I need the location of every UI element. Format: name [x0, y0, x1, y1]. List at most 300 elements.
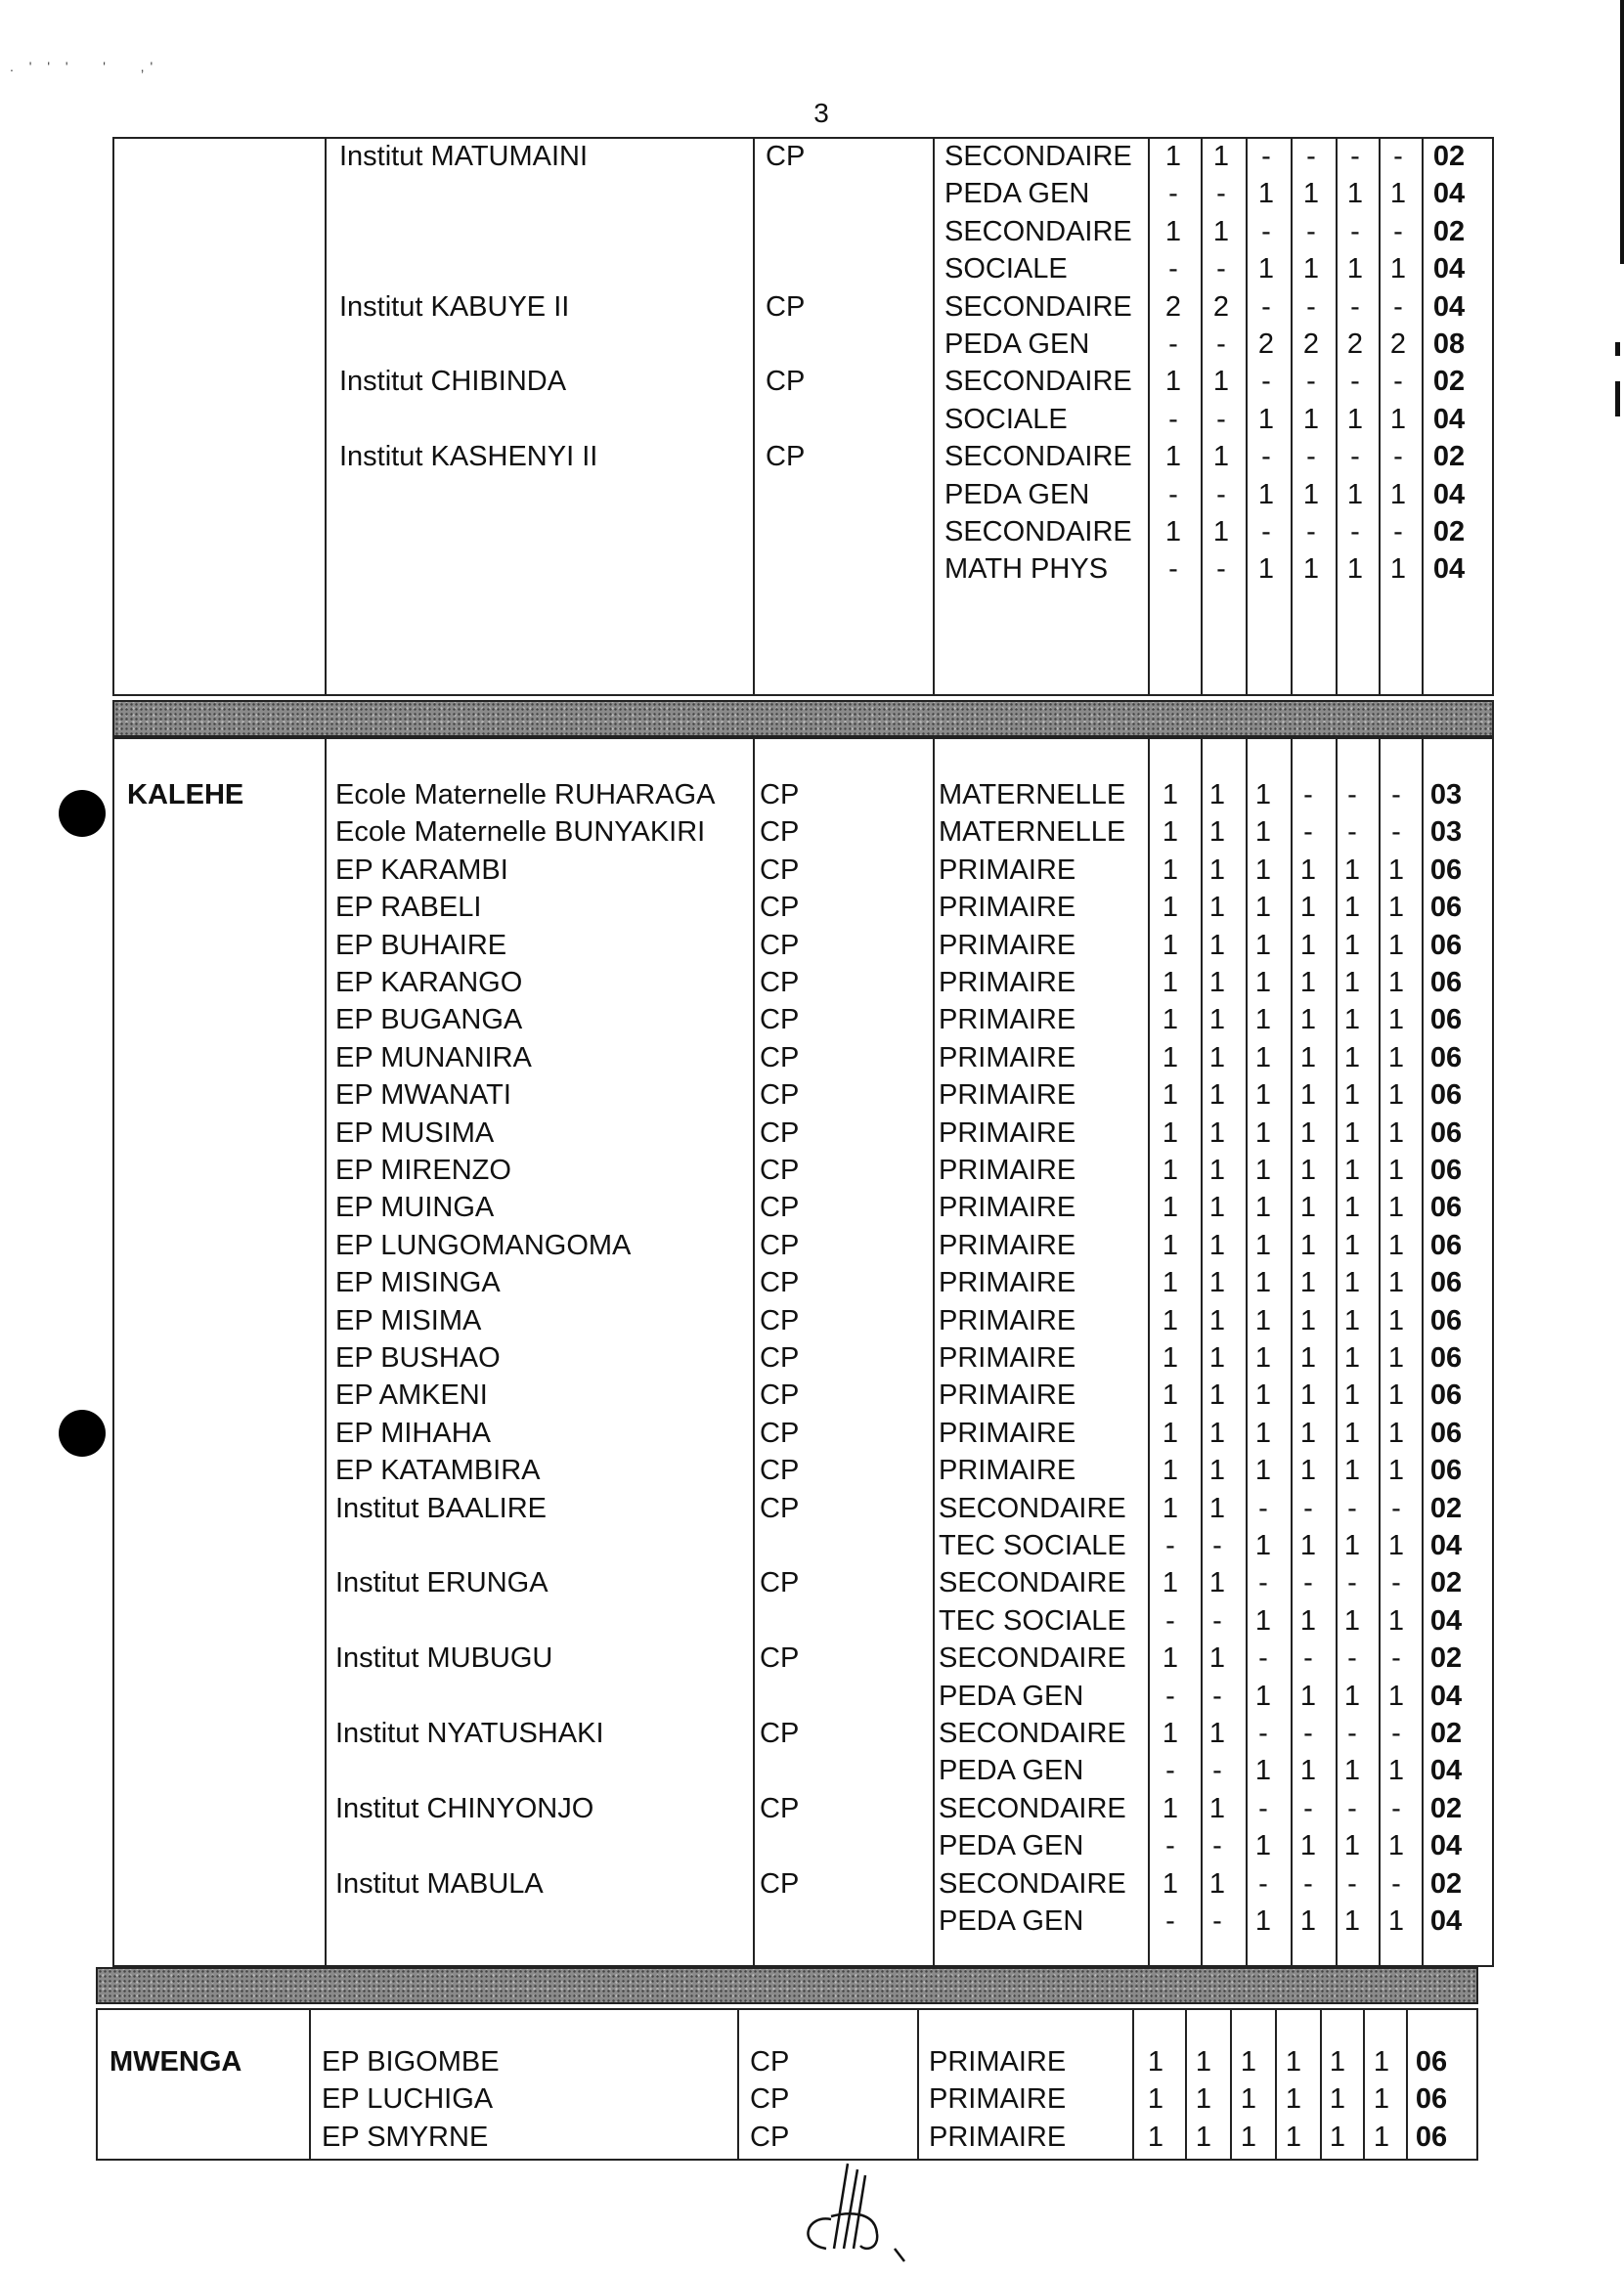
class-count: 1 — [1299, 1455, 1317, 1487]
class-count: 1 — [1208, 1079, 1226, 1112]
class-count: 1 — [1254, 892, 1272, 924]
school-type: CP — [760, 1004, 800, 1036]
class-count: - — [1306, 141, 1316, 172]
class-count: 1 — [1346, 478, 1364, 510]
class-count: 1 — [1162, 1041, 1179, 1073]
class-count: 1 — [1387, 1079, 1405, 1112]
class-count: - — [1350, 441, 1360, 473]
class-count: - — [1306, 441, 1316, 473]
row-total: 02 — [1432, 441, 1466, 473]
row-total: 06 — [1429, 1229, 1463, 1261]
class-count: - — [1261, 290, 1271, 323]
level-name: MATH PHYS — [944, 553, 1109, 586]
school-name: Institut MABULA — [335, 1867, 544, 1900]
level-name: PRIMAIRE — [939, 1304, 1076, 1336]
level-name: SECONDAIRE — [944, 215, 1132, 247]
row-total: 04 — [1432, 403, 1466, 435]
class-count: 1 — [1343, 1905, 1361, 1937]
class-count: 1 — [1387, 1455, 1405, 1487]
class-count: 1 — [1162, 929, 1179, 961]
school-name: EP MIRENZO — [335, 1155, 511, 1186]
class-count: 1 — [1302, 253, 1320, 285]
column-divider — [1422, 139, 1424, 694]
class-count: - — [1303, 816, 1313, 849]
class-count: 1 — [1302, 478, 1320, 510]
class-count: 1 — [1299, 1379, 1317, 1412]
class-count: - — [1258, 1567, 1268, 1599]
class-count: 1 — [1208, 892, 1226, 924]
class-count: - — [1165, 1530, 1175, 1561]
row-total: 04 — [1429, 1905, 1463, 1937]
class-count: 1 — [1343, 1304, 1361, 1336]
class-count: 1 — [1164, 215, 1182, 247]
class-count: 1 — [1212, 441, 1230, 473]
school-name: EP MUSIMA — [335, 1116, 495, 1149]
class-count: 1 — [1208, 1379, 1226, 1412]
column-divider — [1148, 739, 1150, 1965]
class-count: 1 — [1299, 1116, 1317, 1149]
class-count: 1 — [1162, 1642, 1179, 1675]
row-total: 04 — [1432, 478, 1466, 510]
level-name: PEDA GEN — [944, 328, 1090, 360]
class-count: 1 — [1343, 892, 1361, 924]
class-count: - — [1347, 1642, 1357, 1675]
class-count: - — [1303, 1492, 1313, 1524]
class-count: 1 — [1346, 253, 1364, 285]
class-count: - — [1303, 1867, 1313, 1900]
class-count: 1 — [1387, 1379, 1405, 1412]
class-count: 1 — [1162, 1718, 1179, 1749]
class-count: 1 — [1387, 1155, 1405, 1186]
class-count: 1 — [1387, 1004, 1405, 1036]
class-count: 1 — [1257, 478, 1275, 510]
class-count: 1 — [1299, 1905, 1317, 1937]
row-total: 08 — [1432, 328, 1466, 360]
row-total: 02 — [1429, 1718, 1463, 1749]
class-count: 1 — [1195, 2046, 1212, 2078]
class-count: 1 — [1346, 403, 1364, 435]
school-name: EP MUNANIRA — [335, 1041, 532, 1073]
class-count: 1 — [1299, 1830, 1317, 1862]
class-count: - — [1212, 1830, 1222, 1862]
class-count: 1 — [1208, 1192, 1226, 1224]
class-count: 1 — [1299, 1192, 1317, 1224]
class-count: 1 — [1254, 854, 1272, 886]
row-total: 04 — [1429, 1604, 1463, 1637]
class-count: 1 — [1257, 178, 1275, 210]
class-count: - — [1216, 328, 1226, 360]
class-count: 1 — [1343, 854, 1361, 886]
section-separator — [112, 700, 1494, 737]
class-count: - — [1216, 178, 1226, 210]
class-count: - — [1258, 1867, 1268, 1900]
class-count: 1 — [1208, 779, 1226, 810]
school-name: EP BUHAIRE — [335, 929, 507, 961]
column-divider — [753, 139, 755, 694]
class-count: 1 — [1162, 967, 1179, 998]
class-count: - — [1347, 1492, 1357, 1524]
class-count: 1 — [1162, 1867, 1179, 1900]
class-count: 1 — [1285, 2046, 1302, 2078]
level-name: PRIMAIRE — [939, 1155, 1076, 1186]
class-count: 1 — [1147, 2083, 1164, 2116]
school-type: CP — [760, 1492, 800, 1524]
class-count: - — [1261, 516, 1271, 547]
class-count: - — [1393, 215, 1403, 247]
class-count: 1 — [1147, 2121, 1164, 2153]
class-count: 1 — [1343, 1379, 1361, 1412]
row-total: 06 — [1429, 1041, 1463, 1073]
class-count: 1 — [1329, 2083, 1346, 2116]
class-count: 1 — [1389, 403, 1407, 435]
district-name: KALEHE — [127, 779, 244, 810]
row-total: 06 — [1415, 2083, 1448, 2116]
school-name: EP BIGOMBE — [322, 2046, 500, 2078]
column-divider — [1201, 139, 1203, 694]
class-count: 1 — [1302, 553, 1320, 586]
row-total: 04 — [1432, 553, 1466, 586]
class-count: 1 — [1212, 141, 1230, 172]
row-total: 02 — [1432, 141, 1466, 172]
row-total: 02 — [1432, 366, 1466, 398]
class-count: 1 — [1254, 929, 1272, 961]
level-name: PRIMAIRE — [929, 2121, 1067, 2153]
class-count: 1 — [1240, 2083, 1257, 2116]
class-count: 1 — [1208, 1155, 1226, 1186]
row-total: 03 — [1429, 816, 1463, 849]
school-name: EP SMYRNE — [322, 2121, 489, 2153]
class-count: 1 — [1254, 1417, 1272, 1449]
level-name: SECONDAIRE — [939, 1792, 1126, 1824]
class-count: 1 — [1343, 1417, 1361, 1449]
punch-hole — [59, 790, 106, 837]
class-count: - — [1391, 1567, 1401, 1599]
school-type: CP — [760, 1867, 800, 1900]
scan-edge-mark — [1620, 0, 1624, 264]
class-count: - — [1212, 1680, 1222, 1712]
class-count: 1 — [1147, 2046, 1164, 2078]
class-count: - — [1350, 516, 1360, 547]
class-count: 1 — [1164, 141, 1182, 172]
level-name: SECONDAIRE — [939, 1492, 1126, 1524]
class-count: - — [1303, 779, 1313, 810]
class-count: - — [1212, 1755, 1222, 1787]
class-count: 1 — [1373, 2121, 1390, 2153]
row-total: 06 — [1429, 1304, 1463, 1336]
school-type: CP — [760, 1642, 800, 1675]
class-count: 1 — [1240, 2121, 1257, 2153]
class-count: 1 — [1299, 967, 1317, 998]
school-type: CP — [760, 1379, 800, 1412]
column-divider — [1320, 2010, 1322, 2159]
row-total: 02 — [1432, 516, 1466, 547]
class-count: - — [1168, 328, 1178, 360]
school-name: EP MISINGA — [335, 1267, 501, 1299]
class-count: 1 — [1254, 1229, 1272, 1261]
level-name: TEC SOCIALE — [939, 1604, 1126, 1637]
class-count: 1 — [1257, 403, 1275, 435]
row-total: 04 — [1429, 1680, 1463, 1712]
class-count: 1 — [1254, 1905, 1272, 1937]
column-divider — [1291, 739, 1293, 1965]
class-count: 1 — [1387, 967, 1405, 998]
class-count: 1 — [1387, 1604, 1405, 1637]
class-count: 1 — [1208, 816, 1226, 849]
class-count: - — [1165, 1755, 1175, 1787]
class-count: 1 — [1164, 366, 1182, 398]
class-count: - — [1350, 141, 1360, 172]
column-divider — [1230, 2010, 1232, 2159]
school-type: CP — [760, 1455, 800, 1487]
class-count: 1 — [1254, 1379, 1272, 1412]
class-count: - — [1393, 141, 1403, 172]
class-count: 1 — [1254, 1830, 1272, 1862]
class-count: 1 — [1299, 1079, 1317, 1112]
scan-edge-mark — [1615, 381, 1620, 416]
class-count: - — [1258, 1642, 1268, 1675]
class-count: 1 — [1254, 1755, 1272, 1787]
class-count: 1 — [1343, 1155, 1361, 1186]
class-count: 1 — [1387, 1905, 1405, 1937]
class-count: 1 — [1302, 403, 1320, 435]
row-total: 06 — [1429, 1417, 1463, 1449]
class-count: 1 — [1389, 478, 1407, 510]
class-count: 1 — [1285, 2083, 1302, 2116]
row-total: 06 — [1415, 2121, 1448, 2153]
class-count: 1 — [1162, 1379, 1179, 1412]
class-count: - — [1165, 1604, 1175, 1637]
row-total: 04 — [1432, 290, 1466, 323]
class-count: 1 — [1389, 253, 1407, 285]
level-name: PRIMAIRE — [939, 1041, 1076, 1073]
class-count: - — [1391, 779, 1401, 810]
class-count: 1 — [1208, 854, 1226, 886]
class-count: 1 — [1389, 553, 1407, 586]
level-name: SOCIALE — [944, 253, 1068, 285]
section-separator — [96, 1967, 1478, 2004]
level-name: TEC SOCIALE — [939, 1530, 1126, 1561]
school-name: Institut MATUMAINI — [339, 141, 589, 172]
class-count: 1 — [1254, 1604, 1272, 1637]
class-count: 1 — [1299, 1229, 1317, 1261]
school-type: CP — [766, 141, 806, 172]
level-name: PRIMAIRE — [939, 929, 1076, 961]
class-count: 1 — [1387, 1680, 1405, 1712]
school-type: CP — [760, 816, 800, 849]
class-count: 1 — [1162, 1342, 1179, 1374]
level-name: PRIMAIRE — [939, 1455, 1076, 1487]
level-name: PRIMAIRE — [939, 1379, 1076, 1412]
class-count: 1 — [1387, 929, 1405, 961]
class-count: 1 — [1343, 1041, 1361, 1073]
class-count: 1 — [1373, 2046, 1390, 2078]
class-count: - — [1391, 1718, 1401, 1749]
column-divider — [325, 739, 327, 1965]
class-count: 2 — [1389, 328, 1407, 360]
class-count: 1 — [1329, 2121, 1346, 2153]
class-count: - — [1212, 1530, 1222, 1561]
column-divider — [1379, 739, 1381, 1965]
class-count: - — [1391, 1867, 1401, 1900]
school-type: CP — [760, 1718, 800, 1749]
class-count: - — [1261, 441, 1271, 473]
class-count: - — [1168, 178, 1178, 210]
class-count: - — [1347, 816, 1357, 849]
school-name: Institut BAALIRE — [335, 1492, 547, 1524]
class-count: 1 — [1343, 1192, 1361, 1224]
class-count: 1 — [1343, 1830, 1361, 1862]
class-count: - — [1165, 1830, 1175, 1862]
school-type: CP — [760, 1304, 800, 1336]
class-count: 1 — [1162, 816, 1179, 849]
class-count: 1 — [1254, 1680, 1272, 1712]
scan-edge-mark — [1615, 342, 1620, 356]
column-divider — [917, 2010, 919, 2159]
school-name: EP MUINGA — [335, 1192, 495, 1224]
level-name: SECONDAIRE — [944, 290, 1132, 323]
class-count: - — [1216, 553, 1226, 586]
class-count: 1 — [1343, 1755, 1361, 1787]
row-total: 06 — [1429, 854, 1463, 886]
class-count: - — [1350, 366, 1360, 398]
class-count: 1 — [1257, 553, 1275, 586]
class-count: - — [1393, 441, 1403, 473]
class-count: - — [1347, 1718, 1357, 1749]
level-name: PRIMAIRE — [929, 2046, 1067, 2078]
class-count: - — [1165, 1905, 1175, 1937]
column-divider — [753, 739, 755, 1965]
column-divider — [1291, 139, 1293, 694]
class-count: 1 — [1329, 2046, 1346, 2078]
class-count: 1 — [1240, 2046, 1257, 2078]
class-count: 1 — [1212, 366, 1230, 398]
class-count: - — [1303, 1642, 1313, 1675]
level-name: PRIMAIRE — [939, 1192, 1076, 1224]
class-count: 1 — [1254, 967, 1272, 998]
class-count: 1 — [1299, 1680, 1317, 1712]
school-type: CP — [750, 2046, 790, 2078]
class-count: 1 — [1387, 854, 1405, 886]
class-count: 1 — [1387, 892, 1405, 924]
class-count: 1 — [1299, 929, 1317, 961]
class-count: 1 — [1257, 253, 1275, 285]
class-count: 1 — [1387, 1229, 1405, 1261]
class-count: - — [1261, 215, 1271, 247]
class-count: - — [1391, 816, 1401, 849]
level-name: MATERNELLE — [939, 779, 1126, 810]
class-count: - — [1391, 1492, 1401, 1524]
level-name: PEDA GEN — [944, 178, 1090, 210]
school-type: CP — [760, 1079, 800, 1112]
row-total: 04 — [1429, 1755, 1463, 1787]
row-total: 02 — [1432, 215, 1466, 247]
class-count: 1 — [1299, 1342, 1317, 1374]
row-total: 04 — [1432, 178, 1466, 210]
class-count: 1 — [1208, 1304, 1226, 1336]
class-count: 1 — [1299, 892, 1317, 924]
class-count: 1 — [1162, 1492, 1179, 1524]
row-total: 06 — [1429, 1079, 1463, 1112]
column-divider — [1363, 2010, 1365, 2159]
column-divider — [737, 2010, 739, 2159]
class-count: 1 — [1162, 1567, 1179, 1599]
level-name: SECONDAIRE — [944, 141, 1132, 172]
class-count: 1 — [1162, 1792, 1179, 1824]
class-count: 1 — [1302, 178, 1320, 210]
class-count: 1 — [1343, 1004, 1361, 1036]
level-name: SECONDAIRE — [944, 441, 1132, 473]
level-name: PEDA GEN — [939, 1830, 1084, 1862]
school-name: Institut CHINYONJO — [335, 1792, 594, 1824]
row-total: 06 — [1415, 2046, 1448, 2078]
row-total: 04 — [1432, 253, 1466, 285]
row-total: 04 — [1429, 1830, 1463, 1862]
row-total: 06 — [1429, 1455, 1463, 1487]
column-divider — [309, 2010, 311, 2159]
class-count: 1 — [1162, 1455, 1179, 1487]
class-count: 1 — [1343, 929, 1361, 961]
school-name: EP LUNGOMANGOMA — [335, 1229, 632, 1261]
school-type: CP — [760, 1155, 800, 1186]
class-count: 2 — [1257, 328, 1275, 360]
class-count: 1 — [1299, 1267, 1317, 1299]
class-count: 1 — [1208, 1229, 1226, 1261]
class-count: 1 — [1254, 1267, 1272, 1299]
column-divider — [1275, 2010, 1277, 2159]
class-count: 1 — [1208, 1267, 1226, 1299]
punch-hole — [59, 1410, 106, 1457]
class-count: 1 — [1343, 967, 1361, 998]
class-count: 1 — [1387, 1041, 1405, 1073]
class-count: 1 — [1164, 441, 1182, 473]
class-count: 1 — [1208, 1567, 1226, 1599]
class-count: 2 — [1164, 290, 1182, 323]
class-count: 1 — [1162, 1267, 1179, 1299]
class-count: 1 — [1343, 1604, 1361, 1637]
class-count: 1 — [1299, 1155, 1317, 1186]
class-count: 1 — [1162, 779, 1179, 810]
class-count: 1 — [1299, 854, 1317, 886]
column-divider — [933, 739, 935, 1965]
table-section-kalehe — [112, 737, 1494, 1967]
class-count: 1 — [1343, 1079, 1361, 1112]
class-count: - — [1306, 516, 1316, 547]
school-name: EP KARAMBI — [335, 854, 508, 886]
school-type: CP — [760, 1192, 800, 1224]
class-count: - — [1306, 215, 1316, 247]
table-section-continued — [112, 137, 1494, 696]
school-type: CP — [760, 1417, 800, 1449]
class-count: 1 — [1195, 2083, 1212, 2116]
class-count: 1 — [1162, 1229, 1179, 1261]
school-type: CP — [760, 779, 800, 810]
class-count: - — [1216, 478, 1226, 510]
class-count: 1 — [1346, 178, 1364, 210]
row-total: 06 — [1429, 1342, 1463, 1374]
class-count: 1 — [1208, 1417, 1226, 1449]
class-count: 1 — [1387, 1342, 1405, 1374]
class-count: 1 — [1254, 1342, 1272, 1374]
level-name: PEDA GEN — [939, 1755, 1084, 1787]
school-type: CP — [760, 1342, 800, 1374]
class-count: - — [1303, 1792, 1313, 1824]
class-count: 1 — [1299, 1755, 1317, 1787]
class-count: - — [1306, 366, 1316, 398]
class-count: 1 — [1373, 2083, 1390, 2116]
school-type: CP — [760, 1041, 800, 1073]
class-count: - — [1391, 1792, 1401, 1824]
school-type: CP — [760, 1792, 800, 1824]
